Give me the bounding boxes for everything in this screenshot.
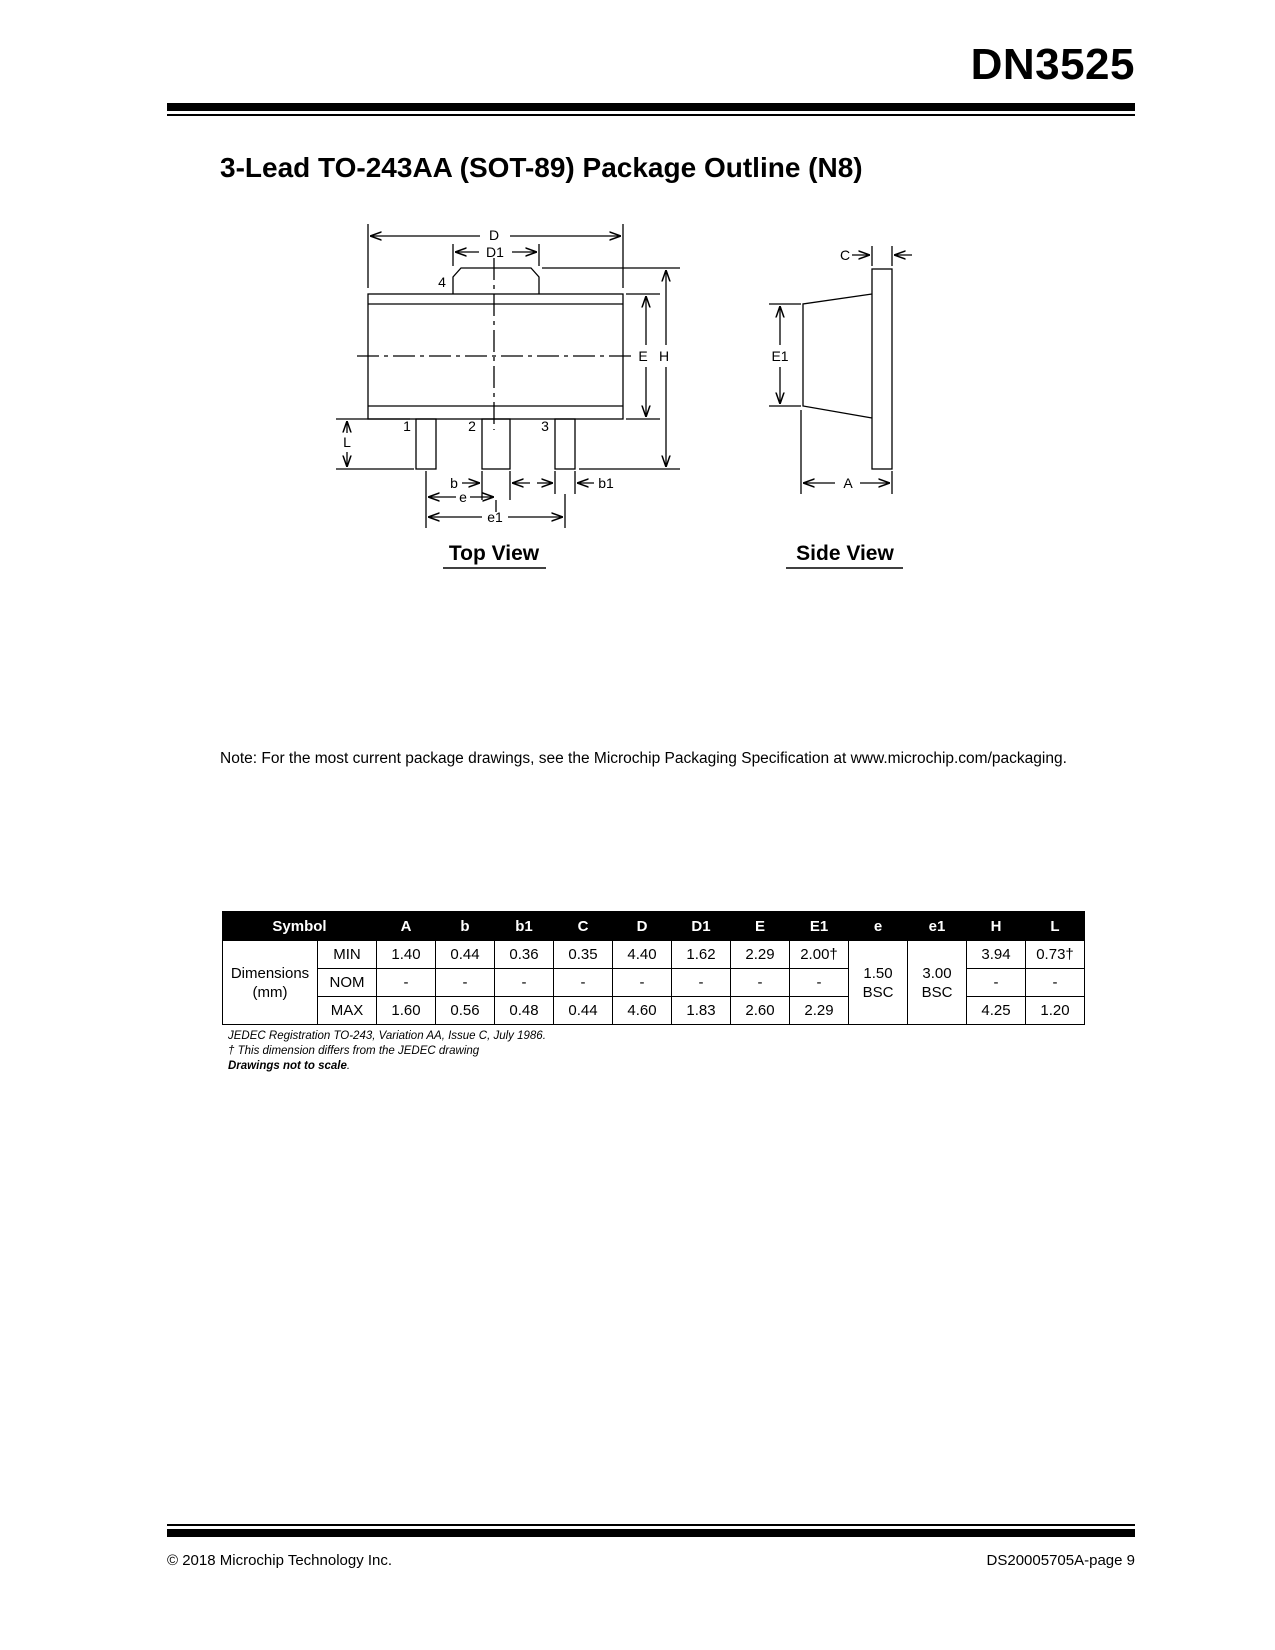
table-cell: 0.44 (436, 941, 495, 969)
label-H: H (658, 348, 670, 364)
label-A: A (843, 475, 853, 491)
table-cell: 0.35 (554, 941, 613, 969)
footer-doc-page: DS20005705A-page 9 (986, 1552, 1135, 1569)
footer-rule-thin (167, 1524, 1135, 1526)
table-cell: 0.36 (495, 941, 554, 969)
label-b: b (450, 475, 458, 491)
col-header: D (613, 912, 672, 941)
label-L: L (343, 434, 351, 450)
part-number: DN3525 (970, 40, 1135, 89)
caption-side-view: Side View (796, 542, 894, 565)
table-cell: - (377, 969, 436, 997)
footnote-dagger: † This dimension differs from the JEDEC drawing (228, 1045, 480, 1057)
col-header: b1 (495, 912, 554, 941)
col-header: E1 (790, 912, 849, 941)
package-outline-drawing (0, 0, 1275, 620)
table-cell: 2.29 (790, 997, 849, 1025)
footer-copyright: © 2018 Microchip Technology Inc. (167, 1552, 393, 1569)
header-symbol: Symbol (223, 912, 377, 941)
label-D: D (488, 227, 500, 243)
lead-2 (482, 419, 510, 469)
packaging-note: Note: For the most current package drawings, see the Microchip Packaging Specification at www.microchip.com/packaging. (220, 750, 1067, 767)
table-cell: - (613, 969, 672, 997)
table-cell: 4.25 (967, 997, 1026, 1025)
table-cell: 0.48 (495, 997, 554, 1025)
table-cell: 1.20 (1026, 997, 1085, 1025)
table-cell: 1.40 (377, 941, 436, 969)
footer-rule-thick (167, 1529, 1135, 1537)
label-pin-1: 1 (403, 418, 411, 434)
col-header: L (1026, 912, 1085, 941)
table-cell: - (554, 969, 613, 997)
label-C: C (839, 247, 851, 263)
label-pin-4: 4 (438, 274, 446, 290)
side-tab (872, 269, 892, 469)
lead-3 (555, 419, 575, 469)
table-cell: - (495, 969, 554, 997)
label-e1: e1 (487, 509, 503, 525)
table-header-row (223, 912, 1085, 941)
section-title: 3-Lead TO-243AA (SOT-89) Package Outline (N8) (220, 152, 863, 183)
footnote-jedec: JEDEC Registration TO-243, Variation AA, Issue C, July 1986. (228, 1030, 546, 1042)
side-body (803, 294, 872, 418)
col-header: C (554, 912, 613, 941)
row-label-min: MIN (318, 941, 377, 969)
table-cell: - (967, 969, 1026, 997)
table-cell: 4.40 (613, 941, 672, 969)
label-E1: E1 (771, 348, 789, 364)
table-cell: 1.62 (672, 941, 731, 969)
dimensions-table (222, 911, 1085, 1025)
col-header: D1 (672, 912, 731, 941)
footnote-scale-tail: . (346, 1060, 351, 1072)
label-E: E (638, 348, 648, 364)
table-cell: 2.29 (731, 941, 790, 969)
table-row-min (223, 941, 1085, 969)
caption-top-view: Top View (448, 542, 540, 565)
lead-1 (416, 419, 436, 469)
table-cell: - (1026, 969, 1085, 997)
col-header: e (849, 912, 908, 941)
table-cell: 2.00† (790, 941, 849, 969)
table-cell-e-bsc: 1.50 BSC (849, 941, 908, 1025)
table-cell-e1-bsc: 3.00 BSC (908, 941, 967, 1025)
table-cell: - (790, 969, 849, 997)
table-cell: 4.60 (613, 997, 672, 1025)
label-b1: b1 (598, 475, 614, 491)
label-pin-3: 3 (541, 418, 549, 434)
table-cell: 0.56 (436, 997, 495, 1025)
tab-pin-4 (453, 268, 539, 294)
row-group-label: Dimensions (mm) (223, 941, 318, 1025)
table-cell: 3.94 (967, 941, 1026, 969)
table-cell: 0.73† (1026, 941, 1085, 969)
col-header: A (377, 912, 436, 941)
label-pin-2: 2 (468, 418, 476, 434)
col-header: b (436, 912, 495, 941)
table-cell: - (731, 969, 790, 997)
label-e: e (459, 489, 467, 505)
label-D1: D1 (486, 244, 504, 260)
table-cell: - (672, 969, 731, 997)
col-header: e1 (908, 912, 967, 941)
table-cell: 2.60 (731, 997, 790, 1025)
table-cell: 1.83 (672, 997, 731, 1025)
row-label-max: MAX (318, 997, 377, 1025)
col-header: H (967, 912, 1026, 941)
table-cell: - (436, 969, 495, 997)
table-cell: 0.44 (554, 997, 613, 1025)
footnote-scale (228, 1060, 350, 1072)
footnote-scale-bold: Drawings not to scale (228, 1060, 347, 1072)
col-header: E (731, 912, 790, 941)
table-cell: 1.60 (377, 997, 436, 1025)
row-label-nom: NOM (318, 969, 377, 997)
